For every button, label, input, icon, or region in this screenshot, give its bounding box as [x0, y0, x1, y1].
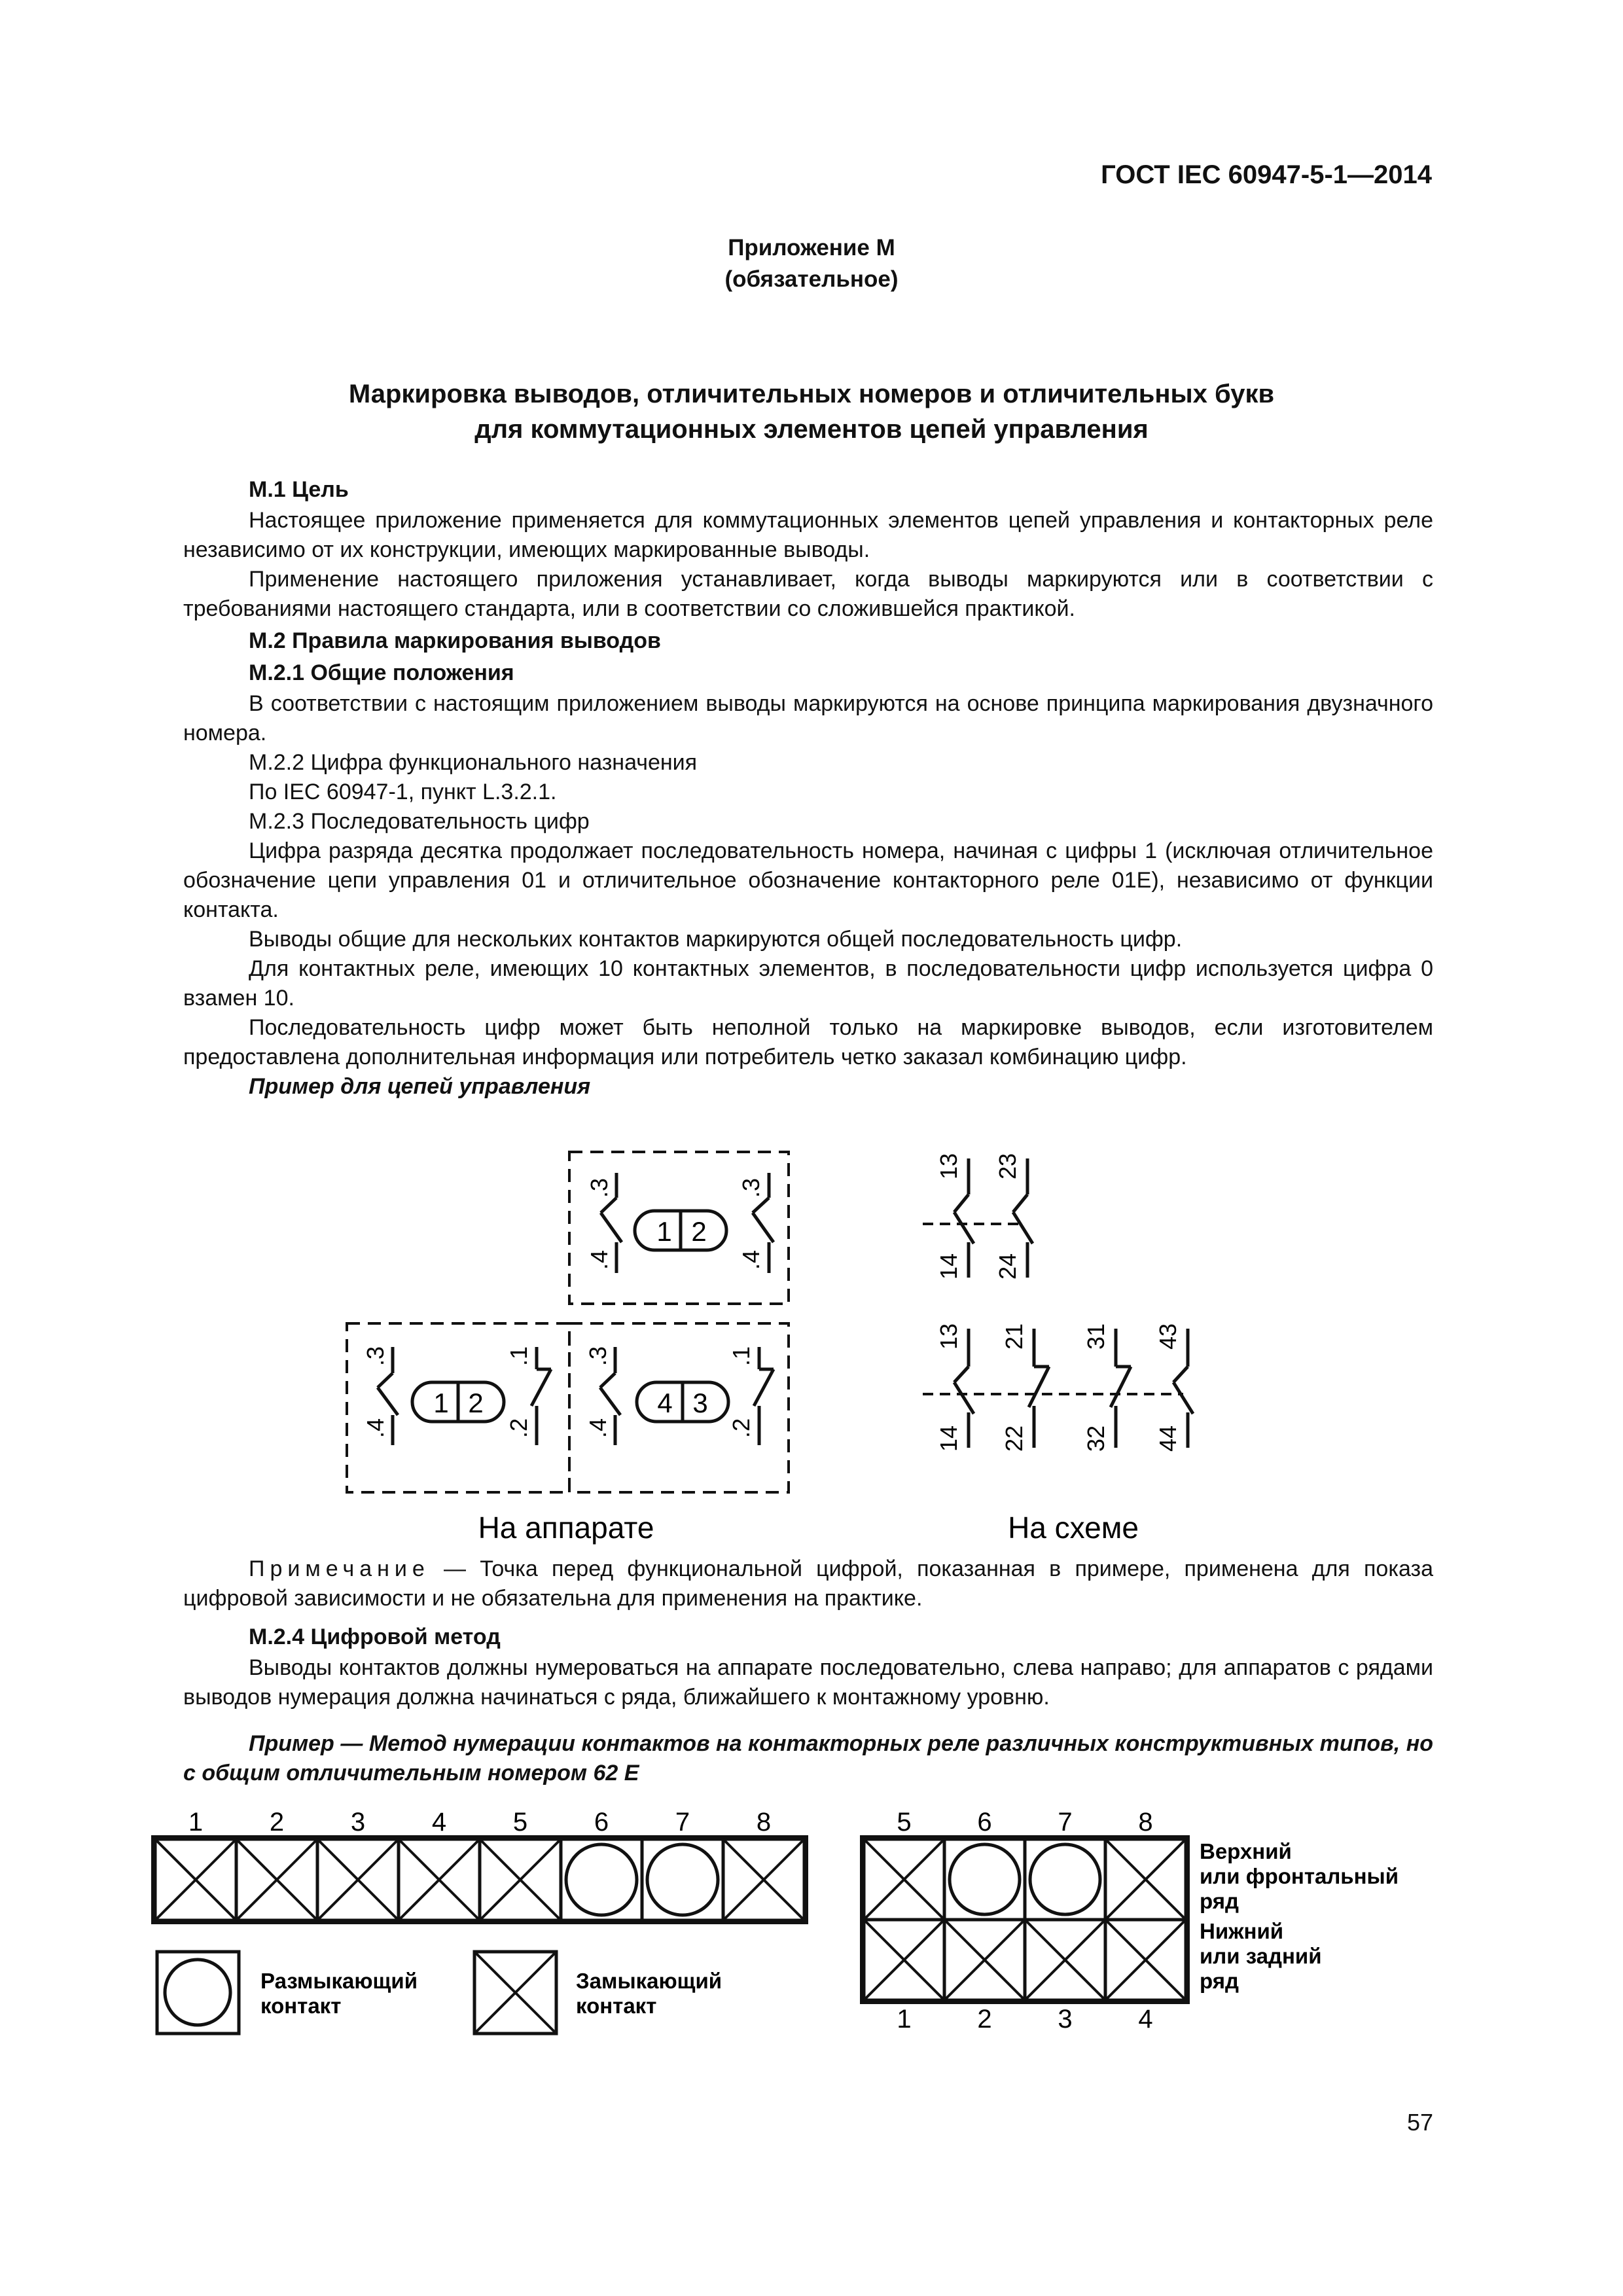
break-contact-cell — [642, 1839, 723, 1920]
legend-break-box — [157, 1952, 239, 2034]
paragraph: Выводы контактов должны нумероваться на аппарате последовательно, слева направо; для аппаратов с рядами выводов нумерация должна начинаться с ряда, ближайшего к монтажному уровню. — [183, 1655, 1433, 1710]
annex-title-line2: для коммутационных элементов цепей управления — [474, 415, 1149, 444]
paragraph: Последовательность цифр может быть неполной только на маркировке выводов, если изготовителем предоставлена дополнительная информация или потребитель четко заказал комбинацию цифр. — [183, 1015, 1433, 1069]
figure-numbering-method — [0, 1806, 1623, 2055]
terminal-number: 8 — [1138, 1808, 1153, 1837]
break-contact-cell — [1025, 1839, 1105, 1920]
bl-left-top: .3 — [362, 1346, 389, 1367]
top-right-top: .3 — [738, 1177, 764, 1198]
terminal-number: 2 — [977, 2005, 992, 2034]
top-right-bottom: .4 — [738, 1249, 764, 1270]
terminal-number: 6 — [594, 1808, 609, 1837]
br-left-bottom: .4 — [584, 1418, 611, 1439]
upper-row-label: Верхний — [1200, 1839, 1292, 1863]
bl-left-bottom: .4 — [362, 1418, 389, 1439]
break-contact-cell — [944, 1839, 1025, 1920]
note — [183, 1554, 1433, 1613]
br-num-a: 4 — [657, 1388, 673, 1418]
make-contact-cell — [864, 1920, 944, 2000]
scheme-top-label: 13 — [935, 1153, 962, 1180]
document-code: ГОСТ IEC 60947-5-1—2014 — [1101, 160, 1432, 189]
example-label: Пример для цепей управления — [249, 1074, 591, 1099]
make-contact-cell — [1105, 1839, 1186, 1920]
terminal-number: 2 — [269, 1808, 285, 1837]
make-contact-cell — [155, 1839, 236, 1920]
section-m1-m23 — [183, 473, 1433, 1102]
terminal-number: 3 — [1058, 2005, 1073, 2034]
br-num-b: 3 — [692, 1388, 708, 1418]
scheme-bottom-label: 24 — [994, 1253, 1021, 1280]
scheme-bottom-label: 14 — [935, 1253, 962, 1280]
make-contact-cell — [236, 1839, 317, 1920]
annex-label: Приложение М — [728, 235, 895, 260]
make-contact-cell — [864, 1839, 944, 1920]
terminal-number: 7 — [1058, 1808, 1073, 1837]
top-num-a: 1 — [656, 1216, 672, 1247]
terminal-number: 4 — [431, 1808, 447, 1837]
terminal-number: 1 — [188, 1808, 204, 1837]
paragraph: Настоящее приложение применяется для коммутационных элементов цепей управления и контакторных реле независимо от их конструкции, имеющих маркированные выводы. — [183, 508, 1433, 562]
example-label: Пример — Метод нумерации контактов на контакторных реле различных конструктивных типов, но с общим отличительным номером 62 Е — [183, 1731, 1433, 1785]
terminal-number: 6 — [977, 1808, 992, 1837]
make-contact-cell — [1105, 1920, 1186, 2000]
caption-scheme: На схеме — [1008, 1511, 1139, 1545]
page-number: 57 — [1406, 2109, 1433, 2136]
bl-right-bottom: .2 — [505, 1418, 532, 1439]
bl-num-a: 1 — [433, 1388, 449, 1418]
terminal-number: 4 — [1138, 2005, 1153, 2034]
scheme-top-label: 23 — [994, 1153, 1021, 1180]
section-heading-m23: М.2.3 Последовательность цифр — [249, 809, 590, 834]
terminal-number: 5 — [897, 1808, 912, 1837]
section-heading-m22: М.2.2 Цифра функционального назначения — [249, 750, 698, 775]
top-left-bottom: .4 — [586, 1249, 613, 1270]
br-left-top: .3 — [584, 1346, 611, 1367]
note-label: Примечание — [249, 1556, 430, 1581]
scheme-bottom-label: 14 — [935, 1425, 962, 1452]
make-contact-cell — [480, 1839, 561, 1920]
annex-title-line1: Маркировка выводов, отличительных номеров и отличительных букв — [348, 380, 1275, 408]
paragraph: Выводы общие для нескольких контактов маркируются общей последовательность цифр. — [249, 927, 1183, 952]
make-contact-cell — [723, 1839, 804, 1920]
scheme-bottom-label: 44 — [1154, 1425, 1181, 1452]
scheme-top-label: 43 — [1154, 1323, 1181, 1350]
terminal-number: 3 — [350, 1808, 366, 1837]
scheme-bottom-label: 22 — [1001, 1425, 1027, 1452]
section-note-m24 — [183, 1554, 1433, 1788]
make-contact-cell — [944, 1920, 1025, 2000]
br-right-bottom: .2 — [728, 1418, 755, 1439]
scheme-bottom-label: 32 — [1082, 1425, 1109, 1452]
scheme-bottom-contacts — [923, 1329, 1193, 1448]
annex-status: (обязательное) — [724, 266, 899, 292]
terminal-number: 8 — [756, 1808, 772, 1837]
br-right-top: .1 — [728, 1346, 755, 1367]
figure-terminal-marking — [0, 1126, 1623, 1545]
legend-make-label: Замыкающий — [576, 1969, 722, 1993]
make-contact-cell — [317, 1839, 399, 1920]
upper-row-label: или фронтальный — [1200, 1864, 1399, 1888]
legend-break-symbol — [165, 1960, 230, 2025]
lower-row-label: Нижний — [1200, 1919, 1284, 1943]
paragraph: Цифра разряда десятка продолжает последовательность номера, начиная с цифры 1 (исключая отличительное обозначение цепи управления 01 и отличительное обозначение контакторного реле 01Е), независимо от функции контакта. — [183, 838, 1433, 922]
paragraph: В соответствии с настоящим приложением выводы маркируются на основе принципа маркирования двузначного номера. — [183, 691, 1433, 745]
scheme-top-label: 31 — [1082, 1323, 1109, 1350]
note-text: — Точка перед функциональной цифрой, показанная в примере, применена для показа цифровой зависимости и не обязательна для применения на практике. — [183, 1556, 1433, 1611]
lower-row-label: или задний — [1200, 1944, 1322, 1968]
section-heading-m2: М.2 Правила маркирования выводов — [249, 628, 661, 653]
terminal-number: 7 — [675, 1808, 690, 1837]
paragraph: Применение настоящего приложения устанавливает, когда выводы маркируются или в соответствии с требованиями настоящего стандарта, или в соответствии со сложившейся практикой. — [183, 567, 1433, 621]
legend-break-label: Размыкающий — [260, 1969, 418, 1993]
section-heading-m1: М.1 Цель — [249, 477, 349, 502]
scheme-top-label: 21 — [1001, 1323, 1027, 1350]
make-contact-cell — [399, 1839, 480, 1920]
top-left-top: .3 — [586, 1177, 613, 1198]
make-contact-cell — [1025, 1920, 1105, 2000]
bl-num-b: 2 — [468, 1388, 484, 1418]
caption-device: На аппарате — [478, 1511, 654, 1545]
terminal-number: 1 — [897, 2005, 912, 2034]
paragraph: По IEC 60947-1, пункт L.3.2.1. — [249, 780, 557, 804]
bl-right-top: .1 — [505, 1346, 532, 1367]
legend-break-label: контакт — [260, 1994, 342, 2018]
lower-row-label: ряд — [1200, 1969, 1239, 1993]
annex-heading — [0, 232, 1623, 295]
annex-title — [0, 376, 1623, 447]
scheme-top-label: 13 — [935, 1323, 962, 1350]
top-num-b: 2 — [691, 1216, 707, 1247]
break-contact-cell — [561, 1839, 642, 1920]
section-heading-m21: М.2.1 Общие положения — [249, 660, 514, 685]
upper-row-label: ряд — [1200, 1889, 1239, 1913]
legend-make-label: контакт — [576, 1994, 657, 2018]
section-heading-m24: М.2.4 Цифровой метод — [249, 1624, 501, 1649]
paragraph: Для контактных реле, имеющих 10 контактных элементов, в последовательности цифр используется цифра 0 взамен 10. — [183, 956, 1433, 1011]
terminal-number: 5 — [512, 1808, 528, 1837]
